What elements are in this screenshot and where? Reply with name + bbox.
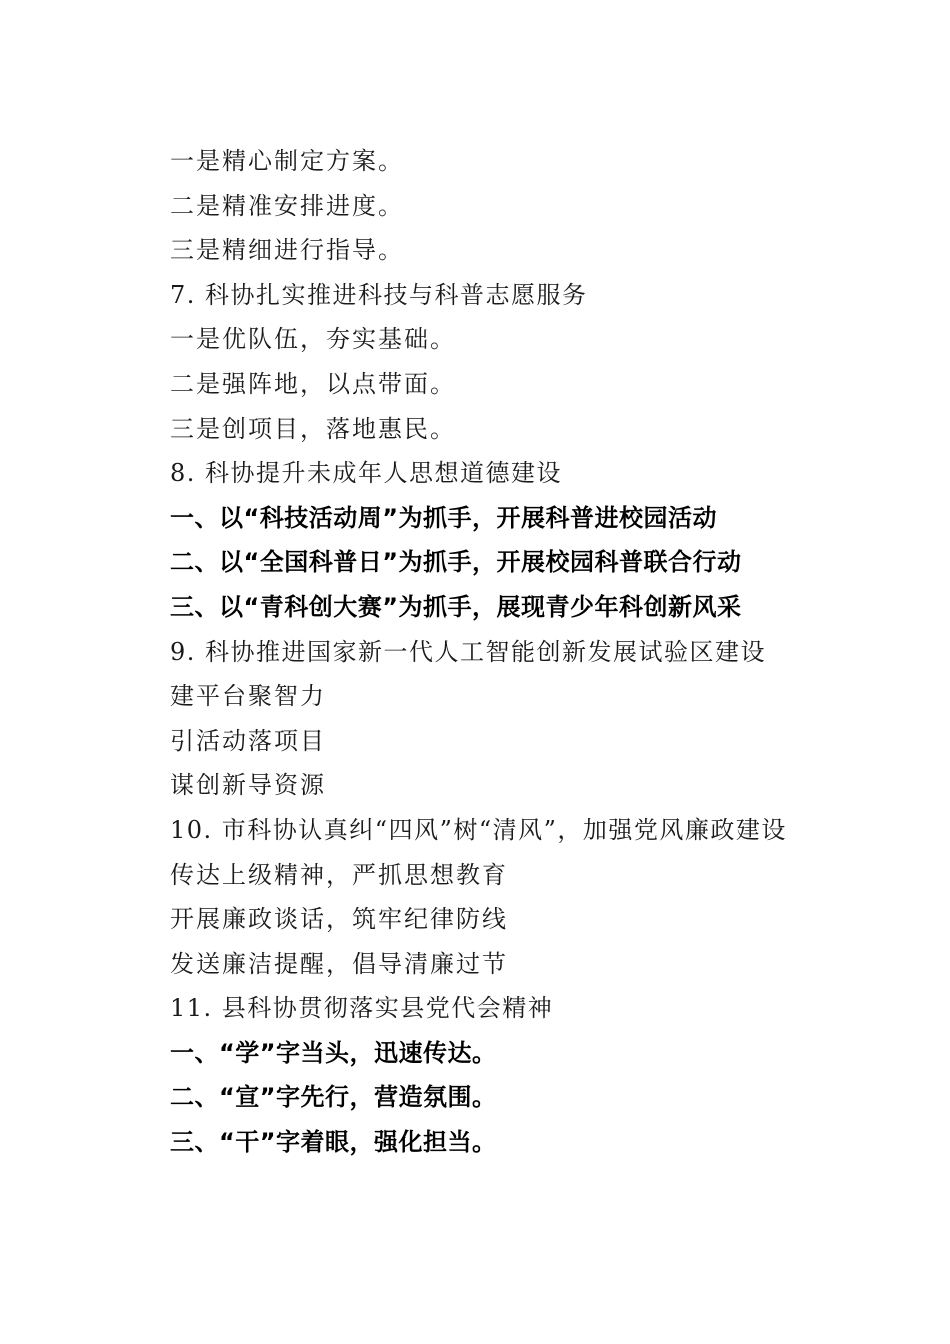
line-14: 引活动落项目 — [170, 726, 326, 755]
line-1: 一是精心制定方案。 — [170, 147, 404, 175]
bold-line-9: 一、以“科技活动周”为抓手，开展科普进校园活动 — [170, 503, 718, 532]
section-heading-8: 8. 科协提升未成年人思想道德建设 — [170, 459, 563, 488]
section-heading-11: 11. 县科协贯彻落实县党代会精神 — [170, 994, 554, 1023]
section-heading-9: 9. 科协推进国家新一代人工智能创新发展试验区建设 — [170, 637, 767, 666]
line-6: 二是强阵地，以点带面。 — [170, 369, 456, 398]
line-18: 开展廉政谈话，筑牢纪律防线 — [170, 905, 508, 934]
line-7: 三是创项目，落地惠民。 — [170, 414, 456, 443]
line-15: 谋创新导资源 — [170, 771, 326, 800]
section-heading-7: 7. 科协扎实推进科技与科普志愿服务 — [170, 280, 588, 309]
bold-line-23: 三、“干”字着眼，强化担当。 — [170, 1128, 497, 1157]
bold-line-11: 三、以“青科创大赛”为抓手，展现青少年科创新风采 — [170, 592, 742, 621]
line-5: 一是优队伍，夯实基础。 — [170, 325, 456, 354]
line-17: 传达上级精神，严抓思想教育 — [170, 860, 508, 889]
line-3: 三是精细进行指导。 — [170, 236, 404, 265]
bold-line-21: 一、“学”字当头，迅速传达。 — [170, 1038, 497, 1067]
line-19: 发送廉洁提醒，倡导清廉过节 — [170, 949, 508, 978]
line-2: 二是精准安排进度。 — [170, 191, 404, 220]
bold-line-10: 二、以“全国科普日”为抓手，开展校园科普联合行动 — [170, 548, 742, 577]
document-body — [170, 139, 890, 1165]
line-13: 建平台聚智力 — [170, 682, 326, 711]
section-heading-10: 10. 市科协认真纠“四风”树“清风”，加强党风廉政建设 — [170, 815, 787, 844]
bold-line-22: 二、“宣”字先行，营造氛围。 — [170, 1083, 497, 1112]
